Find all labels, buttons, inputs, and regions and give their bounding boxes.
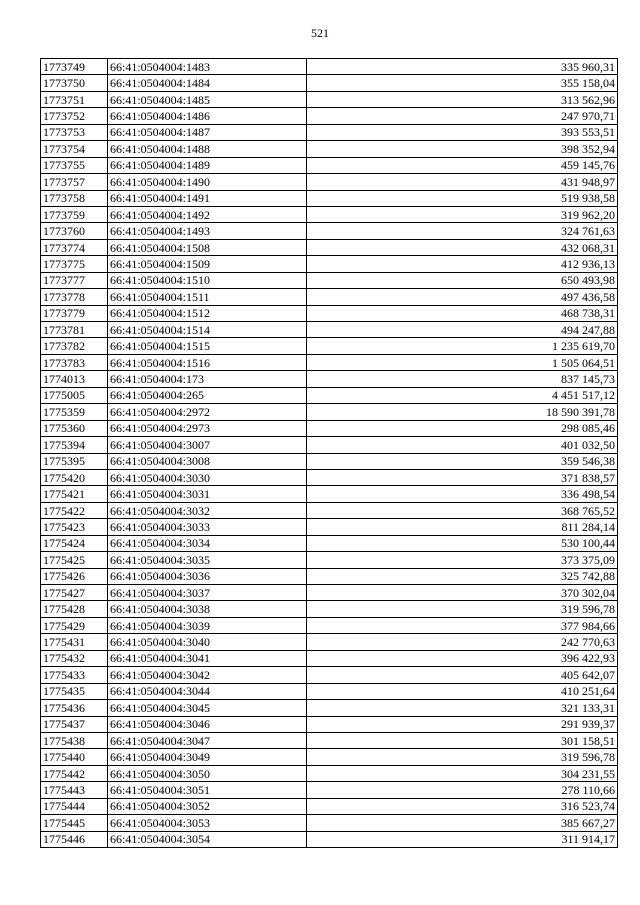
cadastral-number-cell: 66:41:0504004:1490 (108, 174, 307, 190)
value-cell: 325 742,88 (307, 568, 618, 584)
cadastral-number-cell: 66:41:0504004:1516 (108, 354, 307, 370)
cadastral-number-cell: 66:41:0504004:1510 (108, 272, 307, 288)
table-row (41, 650, 618, 666)
table-row (41, 420, 618, 436)
cadastral-number-cell: 66:41:0504004:3038 (108, 601, 307, 617)
value-cell: 319 596,78 (307, 749, 618, 765)
cadastral-number-cell: 66:41:0504004:3049 (108, 749, 307, 765)
value-cell: 393 553,51 (307, 124, 618, 140)
record-number-cell: 1773759 (41, 206, 108, 222)
cadastral-number-cell: 66:41:0504004:173 (108, 371, 307, 387)
table-row (41, 289, 618, 305)
value-cell: 18 590 391,78 (307, 404, 618, 420)
record-number-cell: 1773755 (41, 157, 108, 173)
table-row (41, 552, 618, 568)
record-number-cell: 1775446 (41, 831, 108, 847)
value-cell: 4 451 517,12 (307, 387, 618, 403)
record-number-cell: 1775429 (41, 617, 108, 633)
table-row (41, 535, 618, 551)
table-row (41, 815, 618, 831)
record-number-cell: 1775005 (41, 387, 108, 403)
table-row (41, 206, 618, 222)
table-row (41, 239, 618, 255)
record-number-cell: 1773754 (41, 141, 108, 157)
cadastral-number-cell: 66:41:0504004:3046 (108, 716, 307, 732)
value-cell: 335 960,31 (307, 59, 618, 75)
table-row (41, 91, 618, 107)
cadastral-number-cell: 66:41:0504004:1484 (108, 75, 307, 91)
table-row (41, 124, 618, 140)
value-cell: 519 938,58 (307, 190, 618, 206)
value-cell: 301 158,51 (307, 732, 618, 748)
record-number-cell: 1775422 (41, 502, 108, 518)
record-number-cell: 1773778 (41, 289, 108, 305)
value-cell: 837 145,73 (307, 371, 618, 387)
value-cell: 370 302,04 (307, 585, 618, 601)
cadastral-number-cell: 66:41:0504004:1491 (108, 190, 307, 206)
value-cell: 468 738,31 (307, 305, 618, 321)
table-row (41, 798, 618, 814)
value-cell: 247 970,71 (307, 108, 618, 124)
record-number-cell: 1775442 (41, 765, 108, 781)
record-number-cell: 1775428 (41, 601, 108, 617)
value-cell: 650 493,98 (307, 272, 618, 288)
table-row (41, 469, 618, 485)
table-row (41, 453, 618, 469)
value-cell: 319 596,78 (307, 601, 618, 617)
table-row (41, 683, 618, 699)
cadastral-number-cell: 66:41:0504004:3042 (108, 667, 307, 683)
cadastral-number-cell: 66:41:0504004:3032 (108, 502, 307, 518)
cadastral-number-cell: 66:41:0504004:3039 (108, 617, 307, 633)
table-row (41, 486, 618, 502)
cadastral-number-cell: 66:41:0504004:3033 (108, 519, 307, 535)
cadastral-number-cell: 66:41:0504004:1508 (108, 239, 307, 255)
record-number-cell: 1775440 (41, 749, 108, 765)
table-row (41, 108, 618, 124)
cadastral-number-cell: 66:41:0504004:3007 (108, 437, 307, 453)
table-row (41, 223, 618, 239)
value-cell: 377 984,66 (307, 617, 618, 633)
value-cell: 459 145,76 (307, 157, 618, 173)
record-number-cell: 1775431 (41, 634, 108, 650)
cadastral-number-cell: 66:41:0504004:3036 (108, 568, 307, 584)
record-number-cell: 1773781 (41, 322, 108, 338)
table-row (41, 272, 618, 288)
record-number-cell: 1773752 (41, 108, 108, 124)
value-cell: 398 352,94 (307, 141, 618, 157)
value-cell: 385 667,27 (307, 815, 618, 831)
table-row (41, 305, 618, 321)
table-row (41, 502, 618, 518)
cadastral-number-cell: 66:41:0504004:3052 (108, 798, 307, 814)
value-cell: 431 948,97 (307, 174, 618, 190)
value-cell: 401 032,50 (307, 437, 618, 453)
cadastral-number-cell: 66:41:0504004:3008 (108, 453, 307, 469)
record-number-cell: 1775425 (41, 552, 108, 568)
cadastral-number-cell: 66:41:0504004:2973 (108, 420, 307, 436)
value-cell: 298 085,46 (307, 420, 618, 436)
table-row (41, 354, 618, 370)
table-row (41, 141, 618, 157)
cadastral-number-cell: 66:41:0504004:1493 (108, 223, 307, 239)
value-cell: 242 770,63 (307, 634, 618, 650)
cadastral-number-cell: 66:41:0504004:1489 (108, 157, 307, 173)
table-row (41, 437, 618, 453)
value-cell: 278 110,66 (307, 782, 618, 798)
table-row (41, 667, 618, 683)
value-cell: 811 284,14 (307, 519, 618, 535)
table-row (41, 338, 618, 354)
record-number-cell: 1775420 (41, 469, 108, 485)
value-cell: 432 068,31 (307, 239, 618, 255)
cadastral-number-cell: 66:41:0504004:3034 (108, 535, 307, 551)
value-cell: 316 523,74 (307, 798, 618, 814)
record-number-cell: 1775436 (41, 700, 108, 716)
cadastral-number-cell: 66:41:0504004:3037 (108, 585, 307, 601)
value-cell: 497 436,58 (307, 289, 618, 305)
table-row (41, 190, 618, 206)
cadastral-number-cell: 66:41:0504004:2972 (108, 404, 307, 420)
cadastral-number-cell: 66:41:0504004:3047 (108, 732, 307, 748)
value-cell: 324 761,63 (307, 223, 618, 239)
value-cell: 371 838,57 (307, 469, 618, 485)
cadastral-number-cell: 66:41:0504004:1488 (108, 141, 307, 157)
record-number-cell: 1773775 (41, 256, 108, 272)
record-number-cell: 1775426 (41, 568, 108, 584)
record-number-cell: 1773757 (41, 174, 108, 190)
cadastral-number-cell: 66:41:0504004:3031 (108, 486, 307, 502)
record-number-cell: 1775395 (41, 453, 108, 469)
cadastral-number-cell: 66:41:0504004:1485 (108, 91, 307, 107)
record-number-cell: 1775394 (41, 437, 108, 453)
table-row (41, 585, 618, 601)
record-number-cell: 1773753 (41, 124, 108, 140)
record-number-cell: 1773751 (41, 91, 108, 107)
table-row (41, 765, 618, 781)
record-number-cell: 1775427 (41, 585, 108, 601)
cadastral-number-cell: 66:41:0504004:3040 (108, 634, 307, 650)
record-number-cell: 1775443 (41, 782, 108, 798)
record-number-cell: 1773758 (41, 190, 108, 206)
record-number-cell: 1775360 (41, 420, 108, 436)
value-cell: 373 375,09 (307, 552, 618, 568)
table-row (41, 404, 618, 420)
table-row (41, 371, 618, 387)
cadastral-number-cell: 66:41:0504004:1509 (108, 256, 307, 272)
value-cell: 410 251,64 (307, 683, 618, 699)
cadastral-number-cell: 66:41:0504004:1492 (108, 206, 307, 222)
table-row (41, 322, 618, 338)
record-number-cell: 1773760 (41, 223, 108, 239)
table-row (41, 634, 618, 650)
table-row (41, 157, 618, 173)
cadastral-number-cell: 66:41:0504004:3050 (108, 765, 307, 781)
cadastral-number-cell: 66:41:0504004:3051 (108, 782, 307, 798)
value-cell: 494 247,88 (307, 322, 618, 338)
cadastral-number-cell: 66:41:0504004:3044 (108, 683, 307, 699)
record-number-cell: 1775432 (41, 650, 108, 666)
cadastral-number-cell: 66:41:0504004:3045 (108, 700, 307, 716)
table-row (41, 387, 618, 403)
record-number-cell: 1773750 (41, 75, 108, 91)
table-row (41, 256, 618, 272)
value-cell: 336 498,54 (307, 486, 618, 502)
record-number-cell: 1774013 (41, 371, 108, 387)
table-row (41, 700, 618, 716)
table-row (41, 601, 618, 617)
record-number-cell: 1775421 (41, 486, 108, 502)
table-row (41, 831, 618, 847)
record-number-cell: 1775435 (41, 683, 108, 699)
table-row (41, 732, 618, 748)
table-row (41, 716, 618, 732)
value-cell: 1 505 064,51 (307, 354, 618, 370)
cadastral-number-cell: 66:41:0504004:1515 (108, 338, 307, 354)
record-number-cell: 1773783 (41, 354, 108, 370)
value-cell: 319 962,20 (307, 206, 618, 222)
record-number-cell: 1773782 (41, 338, 108, 354)
record-number-cell: 1775424 (41, 535, 108, 551)
registry-table (40, 58, 618, 848)
value-cell: 304 231,55 (307, 765, 618, 781)
value-cell: 313 562,96 (307, 91, 618, 107)
record-number-cell: 1773774 (41, 239, 108, 255)
record-number-cell: 1775423 (41, 519, 108, 535)
cadastral-number-cell: 66:41:0504004:3035 (108, 552, 307, 568)
record-number-cell: 1775438 (41, 732, 108, 748)
value-cell: 368 765,52 (307, 502, 618, 518)
table-row (41, 749, 618, 765)
value-cell: 311 914,17 (307, 831, 618, 847)
record-number-cell: 1775437 (41, 716, 108, 732)
cadastral-number-cell: 66:41:0504004:3030 (108, 469, 307, 485)
value-cell: 355 158,04 (307, 75, 618, 91)
table-row (41, 174, 618, 190)
cadastral-number-cell: 66:41:0504004:1483 (108, 59, 307, 75)
cadastral-number-cell: 66:41:0504004:1487 (108, 124, 307, 140)
record-number-cell: 1775359 (41, 404, 108, 420)
value-cell: 530 100,44 (307, 535, 618, 551)
table-row (41, 59, 618, 75)
cadastral-number-cell: 66:41:0504004:3053 (108, 815, 307, 831)
cadastral-number-cell: 66:41:0504004:3054 (108, 831, 307, 847)
value-cell: 1 235 619,70 (307, 338, 618, 354)
cadastral-number-cell: 66:41:0504004:3041 (108, 650, 307, 666)
page-number: 521 (311, 26, 329, 40)
value-cell: 359 546,38 (307, 453, 618, 469)
record-number-cell: 1775445 (41, 815, 108, 831)
cadastral-number-cell: 66:41:0504004:1511 (108, 289, 307, 305)
cadastral-number-cell: 66:41:0504004:1514 (108, 322, 307, 338)
cadastral-number-cell: 66:41:0504004:265 (108, 387, 307, 403)
registry-table-body (41, 59, 618, 848)
cadastral-number-cell: 66:41:0504004:1512 (108, 305, 307, 321)
record-number-cell: 1773777 (41, 272, 108, 288)
record-number-cell: 1775444 (41, 798, 108, 814)
value-cell: 412 936,13 (307, 256, 618, 272)
table-row (41, 617, 618, 633)
table-row (41, 782, 618, 798)
value-cell: 291 939,37 (307, 716, 618, 732)
table-row (41, 75, 618, 91)
record-number-cell: 1775433 (41, 667, 108, 683)
table-row (41, 568, 618, 584)
value-cell: 405 642,07 (307, 667, 618, 683)
value-cell: 396 422,93 (307, 650, 618, 666)
record-number-cell: 1773749 (41, 59, 108, 75)
table-row (41, 519, 618, 535)
record-number-cell: 1773779 (41, 305, 108, 321)
value-cell: 321 133,31 (307, 700, 618, 716)
cadastral-number-cell: 66:41:0504004:1486 (108, 108, 307, 124)
